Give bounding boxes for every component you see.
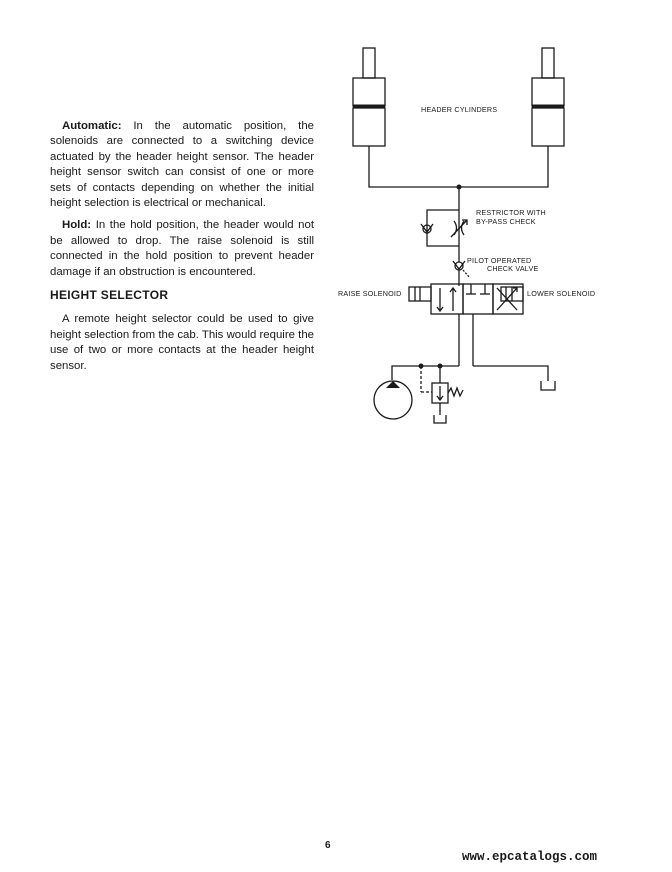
hydraulic-circuit-diagram bbox=[320, 40, 620, 440]
automatic-label: Automatic: bbox=[62, 120, 122, 132]
reservoir-relief bbox=[434, 415, 446, 423]
restrictor-label-2: BY-PASS CHECK bbox=[476, 217, 536, 226]
left-header-cylinder bbox=[353, 48, 385, 146]
restrictor-label-1: RESTRICTOR WITH bbox=[476, 208, 546, 217]
height-selector-heading: HEIGHT SELECTOR bbox=[50, 288, 169, 303]
hydraulic-pump bbox=[374, 381, 412, 419]
raise-solenoid-label: RAISE SOLENOID bbox=[338, 289, 402, 298]
height-selector-paragraph: A remote height selector could be used to give height selection from the cab. This would require the use of two or more contacts at the header height sensor. bbox=[50, 313, 314, 372]
page-number: 6 bbox=[325, 840, 331, 851]
watermark: www.epcatalogs.com bbox=[462, 850, 598, 864]
hold-paragraph bbox=[50, 218, 314, 280]
lower-solenoid-label: LOWER SOLENOID bbox=[527, 289, 596, 298]
right-header-cylinder bbox=[532, 48, 564, 146]
header-supply-line bbox=[369, 146, 548, 187]
relief-valve bbox=[421, 366, 463, 415]
header-cylinders-label: HEADER CYLINDERS bbox=[421, 105, 498, 114]
automatic-body: In the automatic position, the solenoids are connected to a switching device actuated by the header height sensor. The header height sensor switch can consist of one or more sets of contacts depending on whether the initial height selection is electrical or mechanical. bbox=[50, 120, 314, 210]
pilot-label-2: CHECK VALVE bbox=[487, 264, 539, 273]
hold-label: Hold: bbox=[62, 219, 92, 232]
directional-control-valve bbox=[409, 284, 523, 314]
automatic-paragraph bbox=[50, 119, 314, 211]
hold-body: In the hold position, the header would not be allowed to drop. The raise solenoid is still connected in the hold position to prevent header damage if an obstruction is encountered. bbox=[50, 219, 314, 278]
pilot-label-1: PILOT OPERATED bbox=[467, 256, 532, 265]
reservoir-return bbox=[541, 381, 555, 390]
text-column bbox=[50, 119, 314, 381]
restrictor-bypass-check bbox=[421, 210, 467, 246]
